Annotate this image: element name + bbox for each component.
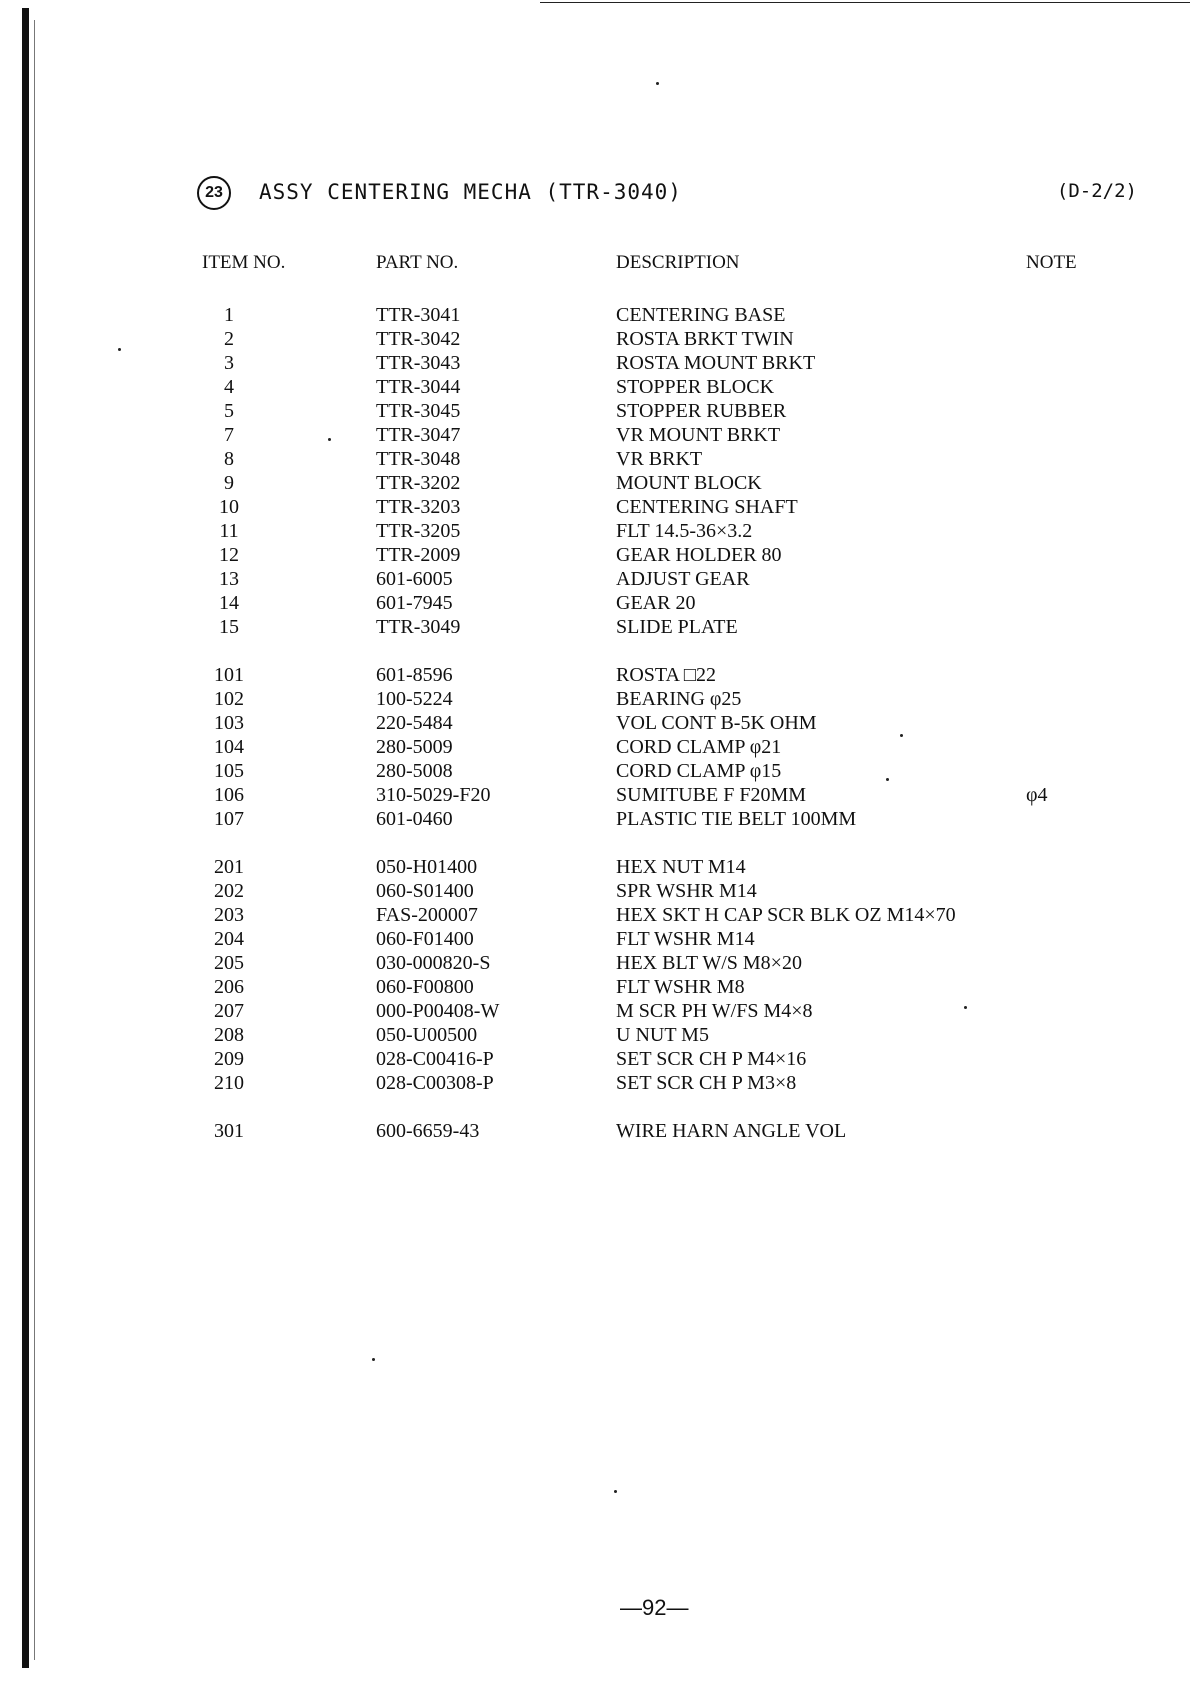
item-no-cell: 8 [224, 448, 234, 470]
description-cell: FLT WSHR M8 [616, 976, 745, 998]
description-cell: SUMITUBE F F20MM [616, 784, 807, 806]
item-no-cell: 2 [224, 328, 234, 350]
item-no-cell: 101 [214, 664, 244, 686]
part-no-cell: 028-C00308-P [376, 1072, 494, 1094]
description-cell: PLASTIC TIE BELT 100MM [616, 808, 857, 830]
binding-edge [22, 8, 29, 1668]
table-row [200, 352, 1100, 376]
item-no-cell: 205 [214, 952, 244, 974]
table-row [200, 808, 1100, 832]
part-no-cell: TTR-3049 [376, 616, 461, 638]
part-no-cell: 100-5224 [376, 688, 453, 710]
description-cell: ROSTA □22 [616, 664, 716, 686]
part-no-cell: TTR-3202 [376, 472, 461, 494]
table-header-row [200, 252, 1100, 304]
sheet-reference: (D-2/2) [1056, 180, 1137, 202]
table-row [200, 760, 1100, 784]
description-cell: SET SCR CH P M4×16 [616, 1048, 807, 1070]
part-no-cell: 060-S01400 [376, 880, 474, 902]
description-cell: VR MOUNT BRKT [616, 424, 781, 446]
part-no-cell: TTR-3044 [376, 376, 461, 398]
item-no-cell: 10 [219, 496, 239, 518]
item-no-cell: 4 [224, 376, 234, 398]
table-row [200, 496, 1100, 520]
description-cell: CORD CLAMP φ15 [616, 760, 782, 782]
part-no-cell: TTR-3045 [376, 400, 461, 422]
item-no-cell: 103 [214, 712, 244, 734]
description-cell: WIRE HARN ANGLE VOL [616, 1120, 847, 1142]
part-no-cell: TTR-3047 [376, 424, 461, 446]
item-no-cell: 104 [214, 736, 244, 758]
description-cell: STOPPER RUBBER [616, 400, 787, 422]
description-cell: SPR WSHR M14 [616, 880, 757, 902]
item-no-cell: 202 [214, 880, 244, 902]
section-number-badge: 23 [197, 176, 231, 210]
part-no-cell: TTR-3042 [376, 328, 461, 350]
part-no-cell: TTR-3043 [376, 352, 461, 374]
part-no-cell: 310-5029-F20 [376, 784, 491, 806]
item-no-cell: 1 [224, 304, 234, 326]
group-spacer [200, 1096, 1100, 1120]
item-no-cell: 13 [219, 568, 239, 590]
table-row [200, 712, 1100, 736]
table-body [200, 304, 1100, 1144]
part-no-cell: TTR-3041 [376, 304, 461, 326]
table-row [200, 400, 1100, 424]
table-row [200, 664, 1100, 688]
part-no-cell: 220-5484 [376, 712, 453, 734]
description-cell: FLT 14.5-36×3.2 [616, 520, 753, 542]
part-no-cell: 050-H01400 [376, 856, 478, 878]
item-no-cell: 106 [214, 784, 244, 806]
table-row [200, 520, 1100, 544]
scan-speck [656, 82, 659, 85]
item-no-cell: 207 [214, 1000, 244, 1022]
column-header-note: NOTE [1026, 252, 1077, 273]
table-row [200, 472, 1100, 496]
description-cell: MOUNT BLOCK [616, 472, 762, 494]
description-cell: ROSTA MOUNT BRKT [616, 352, 816, 374]
part-no-cell: 280-5008 [376, 760, 453, 782]
part-no-cell: 601-6005 [376, 568, 453, 590]
part-no-cell: 028-C00416-P [376, 1048, 494, 1070]
part-no-cell: 050-U00500 [376, 1024, 478, 1046]
scan-speck [886, 778, 889, 781]
scan-speck [372, 1358, 375, 1361]
table-row [200, 856, 1100, 880]
table-row [200, 304, 1100, 328]
description-cell: HEX BLT W/S M8×20 [616, 952, 802, 974]
table-row [200, 616, 1100, 640]
part-no-cell: 060-F01400 [376, 928, 474, 950]
item-no-cell: 105 [214, 760, 244, 782]
item-no-cell: 107 [214, 808, 244, 830]
description-cell: VR BRKT [616, 448, 703, 470]
item-no-cell: 5 [224, 400, 234, 422]
description-cell: STOPPER BLOCK [616, 376, 775, 398]
description-cell: ADJUST GEAR [616, 568, 750, 590]
table-row [200, 952, 1100, 976]
description-cell: FLT WSHR M14 [616, 928, 755, 950]
item-no-cell: 203 [214, 904, 244, 926]
description-cell: ROSTA BRKT TWIN [616, 328, 794, 350]
description-cell: CORD CLAMP φ21 [616, 736, 782, 758]
top-rule [540, 2, 1190, 3]
item-no-cell: 3 [224, 352, 234, 374]
group-spacer [200, 832, 1100, 856]
item-no-cell: 204 [214, 928, 244, 950]
description-cell: SLIDE PLATE [616, 616, 738, 638]
table-row [200, 976, 1100, 1000]
description-cell: HEX NUT M14 [616, 856, 746, 878]
part-no-cell: FAS-200007 [376, 904, 478, 926]
item-no-cell: 201 [214, 856, 244, 878]
item-no-cell: 208 [214, 1024, 244, 1046]
group-spacer [200, 640, 1100, 664]
table-row [200, 1000, 1100, 1024]
note-cell: φ4 [1026, 784, 1048, 806]
part-no-cell: 600-6659-43 [376, 1120, 480, 1142]
part-no-cell: 030-000820-S [376, 952, 491, 974]
item-no-cell: 7 [224, 424, 234, 446]
item-no-cell: 15 [219, 616, 239, 638]
part-no-cell: TTR-3048 [376, 448, 461, 470]
item-no-cell: 9 [224, 472, 234, 494]
table-row [200, 688, 1100, 712]
column-header-part-no: PART NO. [376, 252, 459, 273]
item-no-cell: 11 [219, 520, 239, 542]
table-row [200, 736, 1100, 760]
description-cell: U NUT M5 [616, 1024, 709, 1046]
description-cell: BEARING φ25 [616, 688, 742, 710]
column-header-description: DESCRIPTION [616, 252, 740, 273]
table-row [200, 424, 1100, 448]
table-row [200, 880, 1100, 904]
table-row [200, 904, 1100, 928]
table-row [200, 1072, 1100, 1096]
part-no-cell: TTR-3203 [376, 496, 461, 518]
table-row [200, 328, 1100, 352]
item-no-cell: 209 [214, 1048, 244, 1070]
section-title: ASSY CENTERING MECHA (TTR-3040) [259, 180, 682, 204]
scan-speck [900, 734, 903, 737]
table-row [200, 1048, 1100, 1072]
binding-edge-line [34, 20, 35, 1660]
part-no-cell: 280-5009 [376, 736, 453, 758]
description-cell: GEAR HOLDER 80 [616, 544, 782, 566]
part-no-cell: 060-F00800 [376, 976, 474, 998]
description-cell: SET SCR CH P M3×8 [616, 1072, 797, 1094]
scan-speck [964, 1006, 967, 1009]
scan-speck [118, 348, 121, 351]
section-header [197, 176, 1137, 212]
table-row [200, 1120, 1100, 1144]
item-no-cell: 14 [219, 592, 239, 614]
scan-speck [614, 1490, 617, 1493]
item-no-cell: 206 [214, 976, 244, 998]
part-no-cell: 601-0460 [376, 808, 453, 830]
table-row [200, 784, 1100, 808]
part-no-cell: 000-P00408-W [376, 1000, 500, 1022]
part-no-cell: TTR-3205 [376, 520, 461, 542]
description-cell: GEAR 20 [616, 592, 696, 614]
part-no-cell: TTR-2009 [376, 544, 461, 566]
parts-list-table [200, 252, 1100, 1144]
table-row [200, 592, 1100, 616]
scan-speck [328, 438, 331, 441]
table-row [200, 928, 1100, 952]
item-no-cell: 301 [214, 1120, 244, 1142]
part-no-cell: 601-7945 [376, 592, 453, 614]
table-row [200, 376, 1100, 400]
part-no-cell: 601-8596 [376, 664, 453, 686]
description-cell: HEX SKT H CAP SCR BLK OZ M14×70 [616, 904, 956, 926]
description-cell: CENTERING SHAFT [616, 496, 798, 518]
item-no-cell: 12 [219, 544, 239, 566]
description-cell: M SCR PH W/FS M4×8 [616, 1000, 813, 1022]
table-row [200, 544, 1100, 568]
description-cell: VOL CONT B-5K OHM [616, 712, 817, 734]
column-header-item-no: ITEM NO. [202, 252, 286, 273]
table-row [200, 568, 1100, 592]
page-number: —92— [620, 1595, 689, 1620]
table-row [200, 448, 1100, 472]
table-row [200, 1024, 1100, 1048]
item-no-cell: 102 [214, 688, 244, 710]
item-no-cell: 210 [214, 1072, 244, 1094]
description-cell: CENTERING BASE [616, 304, 786, 326]
